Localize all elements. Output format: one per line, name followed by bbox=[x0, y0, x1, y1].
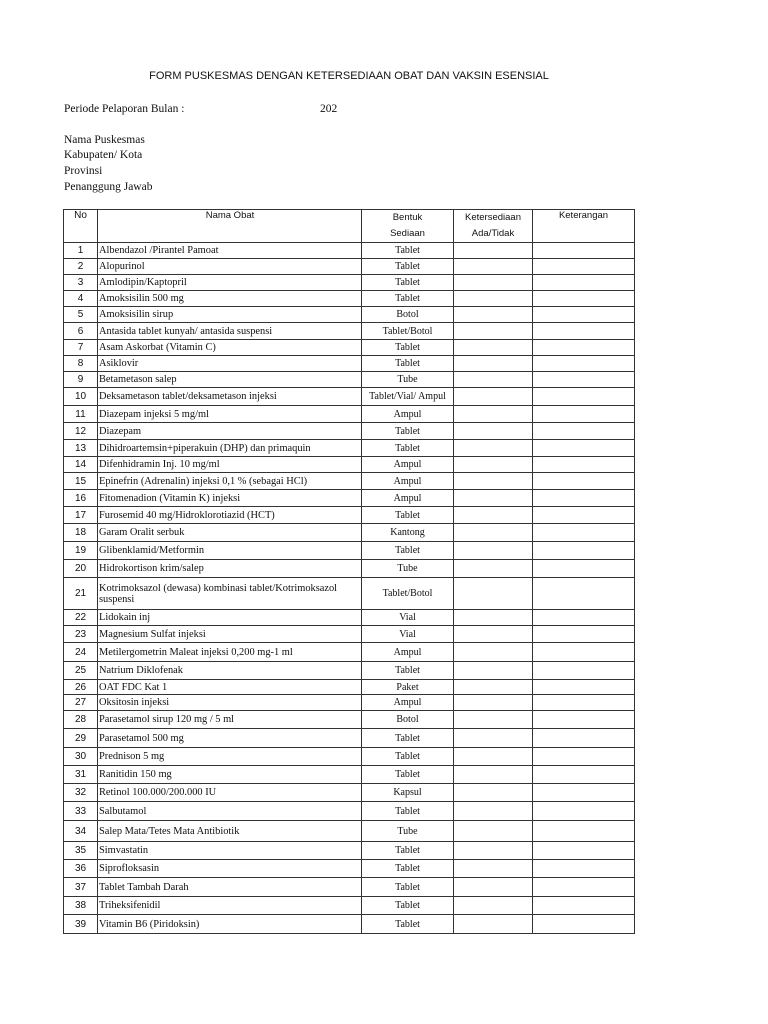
table-row bbox=[64, 388, 635, 406]
ketersediaan-cell[interactable] bbox=[454, 457, 533, 473]
bentuk-sediaan-cell: Paket bbox=[362, 680, 454, 695]
keterangan-cell[interactable] bbox=[533, 897, 635, 915]
form-title: FORM PUSKESMAS DENGAN KETERSEDIAAN OBAT DAN VAKSIN ESENSIAL bbox=[149, 70, 549, 82]
keterangan-cell[interactable] bbox=[533, 323, 635, 340]
ketersediaan-cell[interactable] bbox=[454, 711, 533, 729]
nama-obat-cell: Epinefrin (Adrenalin) injeksi 0,1 % (sebagai HCl) bbox=[98, 473, 362, 490]
header-bentuk-line1: Bentuk bbox=[392, 212, 423, 223]
nama-obat-cell: Dihidroartemsin+piperakuin (DHP) dan primaquin bbox=[98, 440, 362, 457]
nama-obat-cell: Retinol 100.000/200.000 IU bbox=[98, 784, 362, 802]
keterangan-cell[interactable] bbox=[533, 340, 635, 356]
nama-obat-cell: Oksitosin injeksi bbox=[98, 695, 362, 711]
keterangan-cell[interactable] bbox=[533, 784, 635, 802]
row-number: 7 bbox=[64, 340, 98, 356]
row-number: 19 bbox=[64, 542, 98, 560]
table-row bbox=[64, 307, 635, 323]
header-bentuk-line2: Sediaan bbox=[390, 228, 425, 239]
row-number: 39 bbox=[64, 915, 98, 934]
bentuk-sediaan-cell: Tablet bbox=[362, 259, 454, 275]
bentuk-sediaan-cell: Tablet bbox=[362, 423, 454, 440]
bentuk-sediaan-cell: Tablet/Botol bbox=[362, 323, 454, 340]
nama-obat-cell: Hidrokortison krim/salep bbox=[98, 560, 362, 578]
ketersediaan-cell[interactable] bbox=[454, 473, 533, 490]
ketersediaan-cell[interactable] bbox=[454, 275, 533, 291]
keterangan-cell[interactable] bbox=[533, 729, 635, 748]
row-number: 18 bbox=[64, 524, 98, 542]
bentuk-sediaan-cell: Ampul bbox=[362, 473, 454, 490]
bentuk-sediaan-cell: Tablet bbox=[362, 748, 454, 766]
table-row bbox=[64, 878, 635, 897]
nama-obat-cell: Fitomenadion (Vitamin K) injeksi bbox=[98, 490, 362, 507]
row-number: 12 bbox=[64, 423, 98, 440]
ketersediaan-cell[interactable] bbox=[454, 507, 533, 524]
table-row bbox=[64, 356, 635, 372]
table-row bbox=[64, 578, 635, 610]
bentuk-sediaan-cell: Tablet bbox=[362, 842, 454, 860]
nama-obat-cell: Prednison 5 mg bbox=[98, 748, 362, 766]
row-number: 10 bbox=[64, 388, 98, 406]
keterangan-cell[interactable] bbox=[533, 578, 635, 610]
table-row bbox=[64, 406, 635, 423]
ketersediaan-cell[interactable] bbox=[454, 821, 533, 842]
table-row bbox=[64, 423, 635, 440]
row-number: 32 bbox=[64, 784, 98, 802]
keterangan-cell[interactable] bbox=[533, 406, 635, 423]
row-number: 5 bbox=[64, 307, 98, 323]
nama-obat-cell: Diazepam bbox=[98, 423, 362, 440]
nama-obat-cell: Vitamin B6 (Piridoksin) bbox=[98, 915, 362, 934]
nama-obat-cell: Natrium Diklofenak bbox=[98, 662, 362, 680]
table-row bbox=[64, 748, 635, 766]
bentuk-sediaan-cell: Tablet bbox=[362, 915, 454, 934]
ketersediaan-cell[interactable] bbox=[454, 897, 533, 915]
ketersediaan-cell[interactable] bbox=[454, 784, 533, 802]
row-number: 4 bbox=[64, 291, 98, 307]
ketersediaan-cell[interactable] bbox=[454, 560, 533, 578]
ketersediaan-cell[interactable] bbox=[454, 842, 533, 860]
info-kabupaten-kota: Kabupaten/ Kota bbox=[64, 149, 143, 161]
bentuk-sediaan-cell: Tablet bbox=[362, 766, 454, 784]
row-number: 15 bbox=[64, 473, 98, 490]
nama-obat-cell: Parasetamol 500 mg bbox=[98, 729, 362, 748]
bentuk-sediaan-cell: Tablet bbox=[362, 275, 454, 291]
keterangan-cell[interactable] bbox=[533, 680, 635, 695]
bentuk-sediaan-cell: Vial bbox=[362, 610, 454, 626]
table-row bbox=[64, 711, 635, 729]
keterangan-cell[interactable] bbox=[533, 507, 635, 524]
table-row bbox=[64, 507, 635, 524]
nama-obat-cell: OAT FDC Kat 1 bbox=[98, 680, 362, 695]
ketersediaan-cell[interactable] bbox=[454, 860, 533, 878]
nama-obat-cell: Antasida tablet kunyah/ antasida suspensi bbox=[98, 323, 362, 340]
row-number: 2 bbox=[64, 259, 98, 275]
keterangan-cell[interactable] bbox=[533, 711, 635, 729]
row-number: 9 bbox=[64, 372, 98, 388]
ketersediaan-cell[interactable] bbox=[454, 307, 533, 323]
row-number: 37 bbox=[64, 878, 98, 897]
table-row bbox=[64, 784, 635, 802]
header-ketersediaan-line2: Ada/Tidak bbox=[471, 228, 515, 239]
bentuk-sediaan-cell: Botol bbox=[362, 307, 454, 323]
row-number: 20 bbox=[64, 560, 98, 578]
table-row bbox=[64, 243, 635, 259]
bentuk-sediaan-cell: Tube bbox=[362, 560, 454, 578]
nama-obat-cell: Amoksisilin 500 mg bbox=[98, 291, 362, 307]
row-number: 26 bbox=[64, 680, 98, 695]
row-number: 33 bbox=[64, 802, 98, 821]
ketersediaan-cell[interactable] bbox=[454, 542, 533, 560]
bentuk-sediaan-cell: Botol bbox=[362, 711, 454, 729]
keterangan-cell[interactable] bbox=[533, 860, 635, 878]
table-row bbox=[64, 372, 635, 388]
table-row bbox=[64, 729, 635, 748]
nama-obat-cell: Simvastatin bbox=[98, 842, 362, 860]
row-number: 3 bbox=[64, 275, 98, 291]
keterangan-cell[interactable] bbox=[533, 802, 635, 821]
table-row bbox=[64, 440, 635, 457]
nama-obat-cell: Triheksifenidil bbox=[98, 897, 362, 915]
bentuk-sediaan-cell: Ampul bbox=[362, 457, 454, 473]
keterangan-cell[interactable] bbox=[533, 662, 635, 680]
ketersediaan-cell[interactable] bbox=[454, 695, 533, 711]
row-number: 36 bbox=[64, 860, 98, 878]
table-row bbox=[64, 473, 635, 490]
info-provinsi: Provinsi bbox=[64, 165, 103, 177]
bentuk-sediaan-cell: Tablet bbox=[362, 440, 454, 457]
keterangan-cell[interactable] bbox=[533, 490, 635, 507]
keterangan-cell[interactable] bbox=[533, 356, 635, 372]
row-number: 31 bbox=[64, 766, 98, 784]
table-row bbox=[64, 291, 635, 307]
keterangan-cell[interactable] bbox=[533, 423, 635, 440]
row-number: 27 bbox=[64, 695, 98, 711]
nama-obat-cell: Tablet Tambah Darah bbox=[98, 878, 362, 897]
ketersediaan-cell[interactable] bbox=[454, 406, 533, 423]
header-ketersediaan bbox=[454, 210, 533, 243]
bentuk-sediaan-cell: Tablet bbox=[362, 340, 454, 356]
bentuk-sediaan-cell: Tablet bbox=[362, 662, 454, 680]
table-row bbox=[64, 524, 635, 542]
table-row bbox=[64, 821, 635, 842]
nama-obat-cell: Siprofloksasin bbox=[98, 860, 362, 878]
nama-obat-cell: Garam Oralit serbuk bbox=[98, 524, 362, 542]
table-row bbox=[64, 842, 635, 860]
table-row bbox=[64, 662, 635, 680]
ketersediaan-cell[interactable] bbox=[454, 610, 533, 626]
bentuk-sediaan-cell: Tablet bbox=[362, 860, 454, 878]
row-number: 25 bbox=[64, 662, 98, 680]
bentuk-sediaan-cell: Tablet bbox=[362, 729, 454, 748]
ketersediaan-cell[interactable] bbox=[454, 388, 533, 406]
nama-obat-cell: Difenhidramin Inj. 10 mg/ml bbox=[98, 457, 362, 473]
row-number: 6 bbox=[64, 323, 98, 340]
keterangan-cell[interactable] bbox=[533, 275, 635, 291]
keterangan-cell[interactable] bbox=[533, 473, 635, 490]
keterangan-cell[interactable] bbox=[533, 524, 635, 542]
bentuk-sediaan-cell: Vial bbox=[362, 626, 454, 643]
table-row bbox=[64, 860, 635, 878]
table-row bbox=[64, 490, 635, 507]
nama-obat-cell: Amlodipin/Kaptopril bbox=[98, 275, 362, 291]
keterangan-cell[interactable] bbox=[533, 626, 635, 643]
ketersediaan-cell[interactable] bbox=[454, 372, 533, 388]
keterangan-cell[interactable] bbox=[533, 388, 635, 406]
periode-label: Periode Pelaporan Bulan : bbox=[64, 103, 185, 115]
nama-obat-cell: Albendazol /Pirantel Pamoat bbox=[98, 243, 362, 259]
row-number: 34 bbox=[64, 821, 98, 842]
keterangan-cell[interactable] bbox=[533, 915, 635, 934]
row-number: 16 bbox=[64, 490, 98, 507]
bentuk-sediaan-cell: Tablet bbox=[362, 897, 454, 915]
ketersediaan-cell[interactable] bbox=[454, 626, 533, 643]
row-number: 38 bbox=[64, 897, 98, 915]
keterangan-cell[interactable] bbox=[533, 259, 635, 275]
ketersediaan-cell[interactable] bbox=[454, 748, 533, 766]
table-row bbox=[64, 643, 635, 662]
row-number: 22 bbox=[64, 610, 98, 626]
bentuk-sediaan-cell: Ampul bbox=[362, 490, 454, 507]
nama-obat-cell: Furosemid 40 mg/Hidroklorotiazid (HCT) bbox=[98, 507, 362, 524]
nama-obat-cell: Metilergometrin Maleat injeksi 0,200 mg-1 ml bbox=[98, 643, 362, 662]
ketersediaan-cell[interactable] bbox=[454, 680, 533, 695]
nama-obat-cell: Asam Askorbat (Vitamin C) bbox=[98, 340, 362, 356]
ketersediaan-cell[interactable] bbox=[454, 878, 533, 897]
bentuk-sediaan-cell: Ampul bbox=[362, 643, 454, 662]
keterangan-cell[interactable] bbox=[533, 766, 635, 784]
bentuk-sediaan-cell: Ampul bbox=[362, 695, 454, 711]
row-number: 24 bbox=[64, 643, 98, 662]
keterangan-cell[interactable] bbox=[533, 878, 635, 897]
bentuk-sediaan-cell: Tablet bbox=[362, 542, 454, 560]
keterangan-cell[interactable] bbox=[533, 307, 635, 323]
ketersediaan-cell[interactable] bbox=[454, 243, 533, 259]
nama-obat-cell: Kotrimoksazol (dewasa) kombinasi tablet/Kotrimoksazol suspensi bbox=[98, 578, 362, 610]
header-nama-obat: Nama Obat bbox=[98, 210, 362, 243]
keterangan-cell[interactable] bbox=[533, 643, 635, 662]
bentuk-sediaan-cell: Tablet bbox=[362, 802, 454, 821]
table-header-row bbox=[64, 210, 635, 243]
nama-obat-cell: Alopurinol bbox=[98, 259, 362, 275]
ketersediaan-cell[interactable] bbox=[454, 915, 533, 934]
ketersediaan-cell[interactable] bbox=[454, 423, 533, 440]
bentuk-sediaan-cell: Tablet bbox=[362, 878, 454, 897]
table-row bbox=[64, 542, 635, 560]
table-row bbox=[64, 680, 635, 695]
row-number: 11 bbox=[64, 406, 98, 423]
table-row bbox=[64, 275, 635, 291]
table-row bbox=[64, 915, 635, 934]
row-number: 1 bbox=[64, 243, 98, 259]
periode-year: 202 bbox=[320, 103, 338, 115]
ketersediaan-cell[interactable] bbox=[454, 802, 533, 821]
table-row bbox=[64, 626, 635, 643]
bentuk-sediaan-cell: Tablet bbox=[362, 356, 454, 372]
obat-table bbox=[63, 209, 635, 934]
header-no: No bbox=[64, 210, 98, 243]
bentuk-sediaan-cell: Tube bbox=[362, 372, 454, 388]
bentuk-sediaan-cell: Kapsul bbox=[362, 784, 454, 802]
keterangan-cell[interactable] bbox=[533, 243, 635, 259]
bentuk-sediaan-cell: Kantong bbox=[362, 524, 454, 542]
nama-obat-cell: Betametason salep bbox=[98, 372, 362, 388]
bentuk-sediaan-cell: Tablet bbox=[362, 291, 454, 307]
nama-obat-cell: Salbutamol bbox=[98, 802, 362, 821]
bentuk-sediaan-cell: Tablet/Botol bbox=[362, 578, 454, 610]
table-row bbox=[64, 695, 635, 711]
keterangan-cell[interactable] bbox=[533, 457, 635, 473]
bentuk-sediaan-cell: Tablet bbox=[362, 243, 454, 259]
row-number: 35 bbox=[64, 842, 98, 860]
nama-obat-cell: Glibenklamid/Metformin bbox=[98, 542, 362, 560]
row-number: 21 bbox=[64, 578, 98, 610]
keterangan-cell[interactable] bbox=[533, 610, 635, 626]
header-keterangan: Keterangan bbox=[533, 210, 635, 243]
ketersediaan-cell[interactable] bbox=[454, 662, 533, 680]
table-row bbox=[64, 802, 635, 821]
nama-obat-cell: Parasetamol sirup 120 mg / 5 ml bbox=[98, 711, 362, 729]
nama-obat-cell: Deksametason tablet/deksametason injeksi bbox=[98, 388, 362, 406]
keterangan-cell[interactable] bbox=[533, 560, 635, 578]
keterangan-cell[interactable] bbox=[533, 842, 635, 860]
ketersediaan-cell[interactable] bbox=[454, 356, 533, 372]
keterangan-cell[interactable] bbox=[533, 542, 635, 560]
row-number: 30 bbox=[64, 748, 98, 766]
row-number: 23 bbox=[64, 626, 98, 643]
row-number: 28 bbox=[64, 711, 98, 729]
ketersediaan-cell[interactable] bbox=[454, 291, 533, 307]
table-row bbox=[64, 340, 635, 356]
table-row bbox=[64, 457, 635, 473]
nama-obat-cell: Diazepam injeksi 5 mg/ml bbox=[98, 406, 362, 423]
header-bentuk-sediaan bbox=[362, 210, 454, 243]
nama-obat-cell: Magnesium Sulfat injeksi bbox=[98, 626, 362, 643]
ketersediaan-cell[interactable] bbox=[454, 766, 533, 784]
bentuk-sediaan-cell: Tablet bbox=[362, 507, 454, 524]
ketersediaan-cell[interactable] bbox=[454, 729, 533, 748]
nama-obat-cell: Asiklovir bbox=[98, 356, 362, 372]
row-number: 29 bbox=[64, 729, 98, 748]
ketersediaan-cell[interactable] bbox=[454, 643, 533, 662]
ketersediaan-cell[interactable] bbox=[454, 323, 533, 340]
keterangan-cell[interactable] bbox=[533, 748, 635, 766]
nama-obat-cell: Ranitidin 150 mg bbox=[98, 766, 362, 784]
table-row bbox=[64, 323, 635, 340]
ketersediaan-cell[interactable] bbox=[454, 259, 533, 275]
row-number: 8 bbox=[64, 356, 98, 372]
table-row bbox=[64, 259, 635, 275]
ketersediaan-cell[interactable] bbox=[454, 490, 533, 507]
ketersediaan-cell[interactable] bbox=[454, 440, 533, 457]
ketersediaan-cell[interactable] bbox=[454, 524, 533, 542]
nama-obat-cell: Lidokain inj bbox=[98, 610, 362, 626]
nama-obat-cell: Salep Mata/Tetes Mata Antibiotik bbox=[98, 821, 362, 842]
info-nama-puskesmas: Nama Puskesmas bbox=[64, 134, 145, 146]
keterangan-cell[interactable] bbox=[533, 291, 635, 307]
keterangan-cell[interactable] bbox=[533, 440, 635, 457]
nama-obat-cell: Amoksisilin sirup bbox=[98, 307, 362, 323]
ketersediaan-cell[interactable] bbox=[454, 340, 533, 356]
bentuk-sediaan-cell: Ampul bbox=[362, 406, 454, 423]
keterangan-cell[interactable] bbox=[533, 695, 635, 711]
info-penanggung-jawab: Penanggung Jawab bbox=[64, 181, 153, 193]
table-row bbox=[64, 560, 635, 578]
bentuk-sediaan-cell: Tablet/Vial/ Ampul bbox=[362, 388, 454, 406]
table-row bbox=[64, 610, 635, 626]
bentuk-sediaan-cell: Tube bbox=[362, 821, 454, 842]
keterangan-cell[interactable] bbox=[533, 372, 635, 388]
row-number: 14 bbox=[64, 457, 98, 473]
keterangan-cell[interactable] bbox=[533, 821, 635, 842]
table-row bbox=[64, 897, 635, 915]
row-number: 17 bbox=[64, 507, 98, 524]
header-ketersediaan-line1: Ketersediaan bbox=[465, 212, 521, 223]
table-row bbox=[64, 766, 635, 784]
ketersediaan-cell[interactable] bbox=[454, 578, 533, 610]
row-number: 13 bbox=[64, 440, 98, 457]
